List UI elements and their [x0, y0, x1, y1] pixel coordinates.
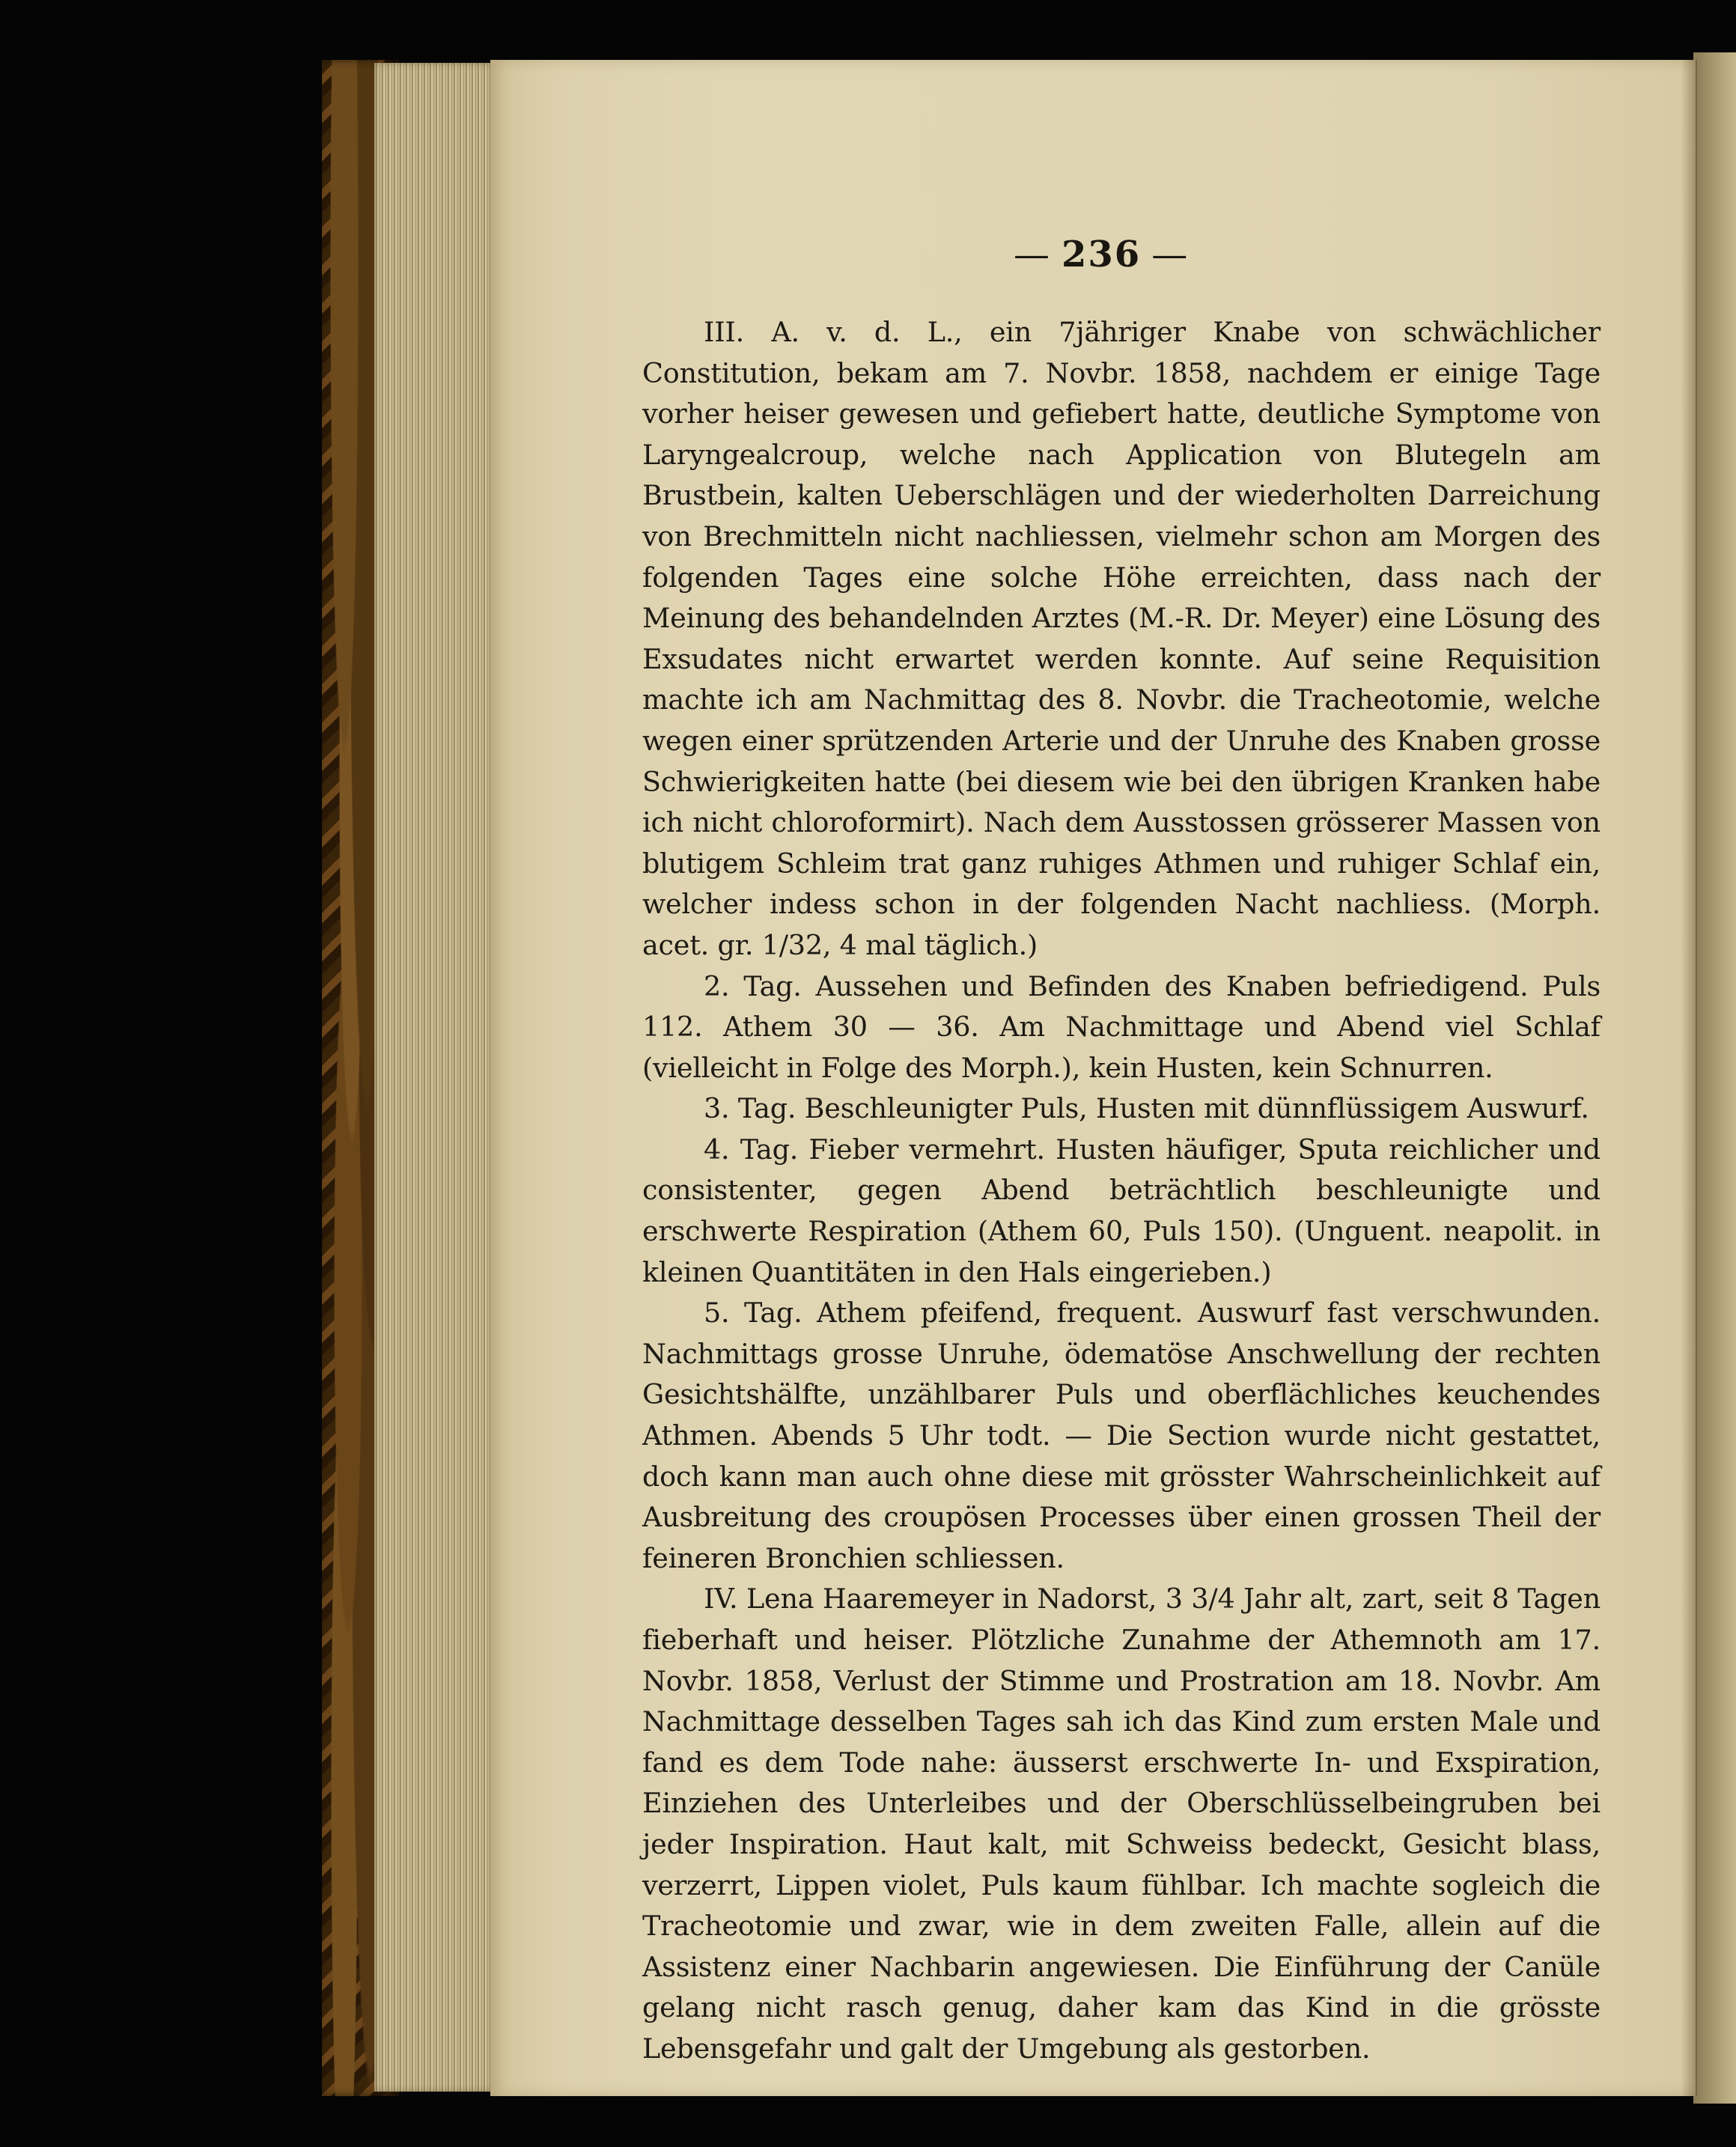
- paragraph-case-iii: III. A. v. d. L., ein 7jähriger Knabe von schwächlicher Constitution, bekam am 7. Novbr. 1858, nachdem er einige Tage vorher heiser gewesen und gefiebert hatte, deutliche Symptome von Laryngealcroup, welche nach Application von Blutegeln am Brustbein, kalten Ueberschlägen und der wiederholten Darreichung von Brechmitteln nicht nachliessen, vielmehr schon am Morgen des folgenden Tages eine solche Höhe erreichten, dass nach der Meinung des behandelnden Arztes (M.-R. Dr. Meyer) eine Lösung des Exsudates nicht erwartet werden konnte. Auf seine Requisition machte ich am Nachmittag des 8. Novbr. die Tracheotomie, welche wegen einer sprützenden Arterie und der Unruhe des Knaben grosse Schwierigkeiten hatte (bei diesem wie bei den übrigen Kranken habe ich nicht chloroformirt). Nach dem Ausstossen grösserer Massen von blutigem Schleim trat ganz ruhiges Athmen und ruhiger Schlaf ein, welcher indess schon in der folgenden Nacht nachliess. (Morph. acet. gr. 1/32, 4 mal täglich.): [642, 316, 1601, 961]
- paragraph-day-3: 3. Tag. Beschleunigter Puls, Husten mit dünnflüssigem Auswurf.: [704, 1092, 1589, 1125]
- facing-page-edge: [1693, 52, 1736, 2104]
- paragraph-day-4: 4. Tag. Fieber vermehrt. Husten häufiger, Sputa reichlicher und consistenter, gegen Abend beträchtlich beschleunigte und erschwerte Respiration (Athem 60, Puls 150). (Unguent. neapolit. in kleinen Quantitäten in den Hals eingerieben.): [642, 1133, 1601, 1288]
- header-dash-right: —: [1151, 234, 1190, 275]
- paragraph-day-5: 5. Tag. Athem pfeifend, frequent. Auswurf fast verschwunden. Nachmittags grosse Unruhe, ödematöse Anschwellung der rechten Gesichtshälfte, unzählbarer Puls und oberflächliches keuchendes Athmen. Abends 5 Uhr todt. — Die Section wurde nicht gestattet, doch kann man auch ohne diese mit grösster Wahrscheinlichkeit auf Ausbreitung des croupösen Processes über einen grossen Theil der feineren Bronchien schliessen.: [642, 1297, 1601, 1574]
- body-text: [642, 312, 1601, 2070]
- gutter-shadow: [1681, 60, 1697, 2096]
- page-edges: [374, 63, 494, 2092]
- paragraph-day-2: 2. Tag. Aussehen und Befinden des Knaben befriedigend. Puls 112. Athem 30 — 36. Am Nachmittage und Abend viel Schlaf (vielleicht in Folge des Morph.), kein Husten, kein Schnurren.: [642, 969, 1601, 1084]
- paragraph-case-iv: IV. Lena Haaremeyer in Nadorst, 3 3/4 Jahr alt, zart, seit 8 Tagen fieberhaft und heiser. Plötzliche Zunahme der Athemnoth am 17. Novbr. 1858, Verlust der Stimme und Prostration am 18. Novbr. Am Nachmittage desselben Tages sah ich das Kind zum ersten Male und fand es dem Tode nahe: äusserst erschwerte In- und Exspiration, Einziehen des Unterleibes und der Oberschlüsselbeingruben bei jeder Inspiration. Haut kalt, mit Schweiss bedeckt, Gesicht blass, verzerrt, Lippen violet, Puls kaum fühlbar. Ich machte sogleich die Tracheotomie und zwar, wie in dem zweiten Falle, allein auf die Assistenz einer Nachbarin angewiesen. Die Einführung der Canüle gelang nicht rasch genug, daher kam das Kind in die grösste Lebensgefahr und galt der Umgebung als gestorben.: [642, 1583, 1601, 2065]
- page-header: [1003, 234, 1228, 275]
- page-number: 236: [1062, 234, 1142, 275]
- header-dash-left: —: [1014, 234, 1051, 275]
